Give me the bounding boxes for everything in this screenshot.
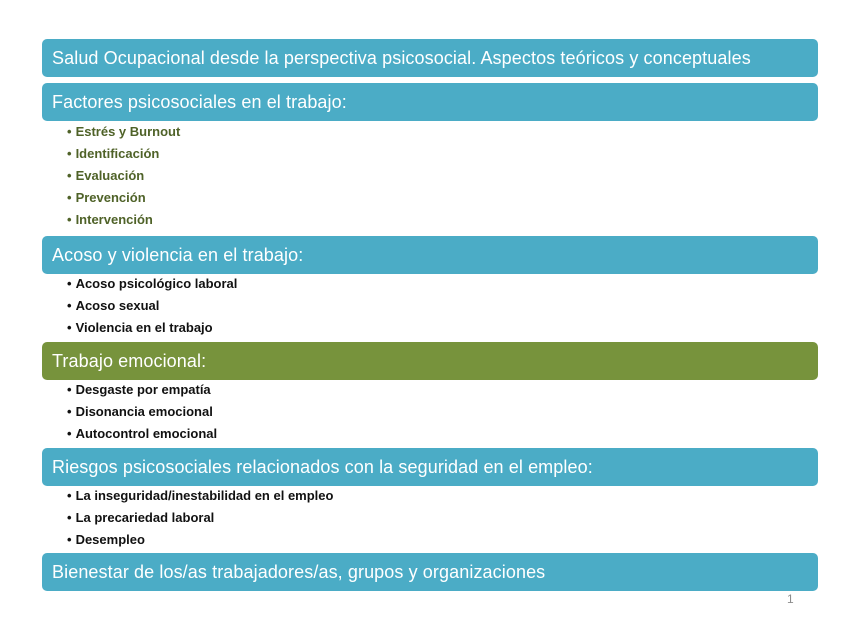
section-list-riesgos xyxy=(67,485,333,551)
bullet-icon: • xyxy=(67,404,72,419)
bullet-icon: • xyxy=(67,190,72,205)
list-item: • Identificación xyxy=(67,146,160,161)
section-heading-bar-trabajo-emocional xyxy=(42,342,818,380)
section-heading: Factores psicosociales en el trabajo: xyxy=(52,91,347,112)
section-list-trabajo-emocional xyxy=(67,379,217,445)
list-item: • Acoso sexual xyxy=(67,298,160,313)
list-item: • Intervención xyxy=(67,212,153,227)
list-item: • Autocontrol emocional xyxy=(67,426,218,441)
bullet-icon: • xyxy=(67,510,72,525)
bullet-icon: • xyxy=(67,124,72,139)
footer-heading-bar xyxy=(42,553,818,591)
page-number: 1 xyxy=(787,592,794,606)
bullet-icon: • xyxy=(67,382,72,397)
list-item: • Desgaste por empatía xyxy=(67,382,211,397)
bullet-icon: • xyxy=(67,168,72,183)
bullet-icon: • xyxy=(67,276,72,291)
section-list-factores xyxy=(67,121,180,231)
slide-title-bar xyxy=(42,39,818,77)
bullet-icon: • xyxy=(67,212,72,227)
list-item: • Desempleo xyxy=(67,532,145,547)
list-item: • Disonancia emocional xyxy=(67,404,213,419)
bullet-icon: • xyxy=(67,298,72,313)
list-item: • Evaluación xyxy=(67,168,145,183)
section-heading: Trabajo emocional: xyxy=(52,350,207,371)
bullet-icon: • xyxy=(67,532,72,547)
bullet-icon: • xyxy=(67,488,72,503)
list-item: • Acoso psicológico laboral xyxy=(67,276,238,291)
slide-title: Salud Ocupacional desde la perspectiva psicosocial. Aspectos teóricos y conceptuales xyxy=(52,47,751,68)
footer-heading: Bienestar de los/as trabajadores/as, grupos y organizaciones xyxy=(52,561,546,582)
bullet-icon: • xyxy=(67,320,72,335)
section-list-acoso xyxy=(67,273,237,339)
section-heading: Riesgos psicosociales relacionados con la seguridad en el empleo: xyxy=(52,456,593,477)
list-item: • Estrés y Burnout xyxy=(67,124,181,139)
section-heading: Acoso y violencia en el trabajo: xyxy=(52,244,304,265)
list-item: • La inseguridad/inestabilidad en el empleo xyxy=(67,488,334,503)
bullet-icon: • xyxy=(67,146,72,161)
list-item: • La precariedad laboral xyxy=(67,510,215,525)
section-heading-bar-riesgos xyxy=(42,448,818,486)
bullet-icon: • xyxy=(67,426,72,441)
section-heading-bar-factores xyxy=(42,83,818,121)
list-item: • Prevención xyxy=(67,190,146,205)
section-heading-bar-acoso xyxy=(42,236,818,274)
list-item: • Violencia en el trabajo xyxy=(67,320,213,335)
